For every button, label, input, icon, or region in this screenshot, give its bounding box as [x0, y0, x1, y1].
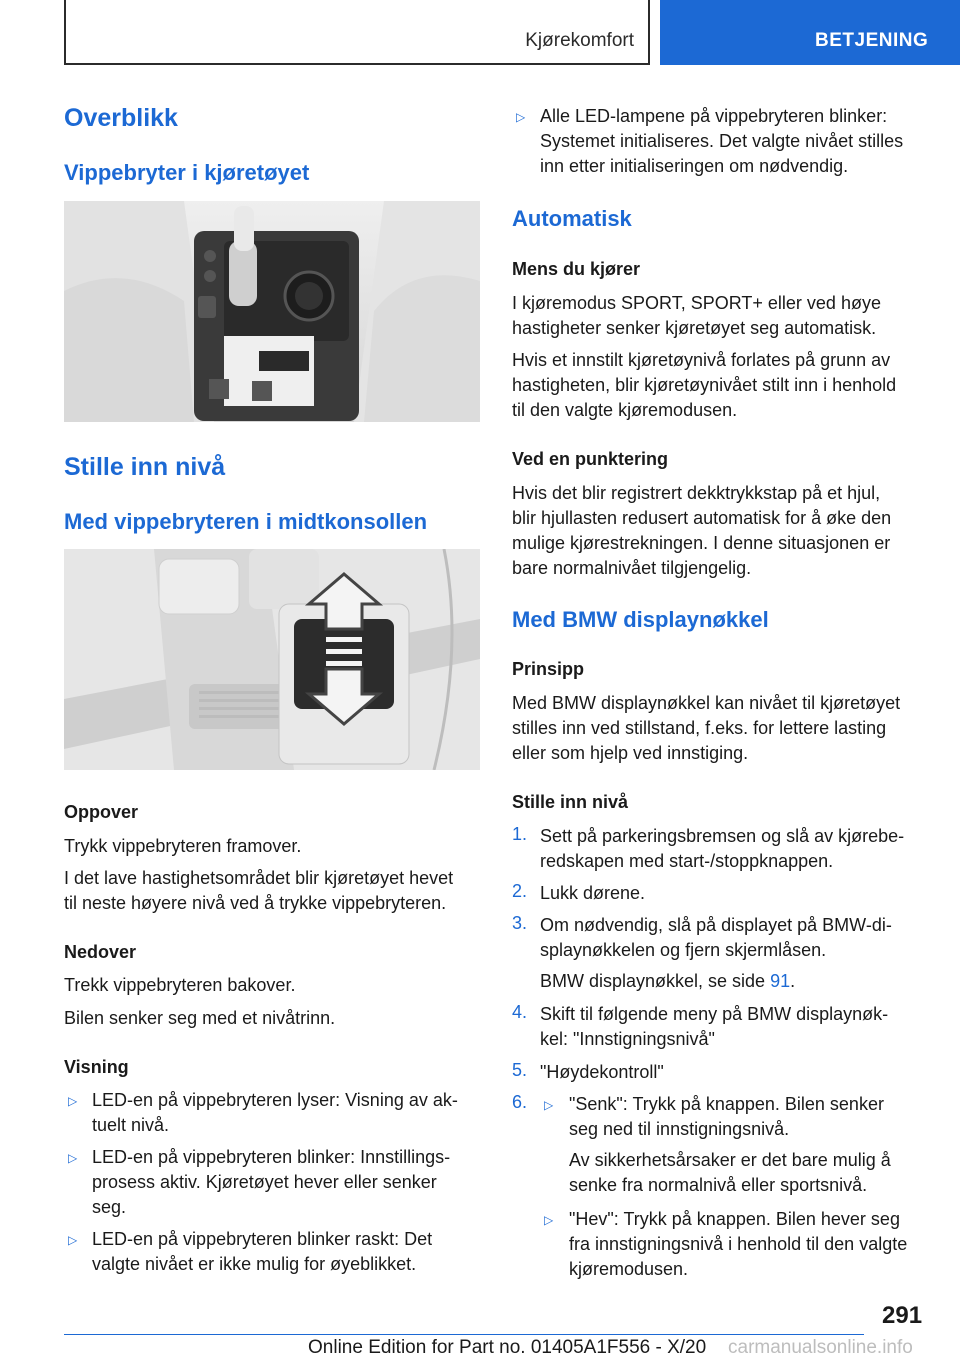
- heading-set-level-key: Stille inn nivå: [512, 792, 629, 812]
- step-3-reference: [540, 969, 795, 994]
- step-1-line-2: redskapen med start-/stoppknappen.: [540, 851, 834, 871]
- bullet-triangle-icon: ▷: [516, 110, 526, 124]
- bullet-triangle-icon: ▷: [68, 1233, 78, 1247]
- drive-line-1: I kjøremodus SPORT, SPORT+ eller ved høye: [512, 293, 881, 313]
- puncture-line-3: mulige kjørestrekningen. I denne situasjonen er: [512, 533, 891, 553]
- display-item-3-line-2: valgte nivået er ikke mulig for øyeblikket.: [92, 1254, 417, 1274]
- heading-overview: Overblikk: [64, 104, 178, 132]
- step-4-line-2: kel: "Innstigningsnivå": [540, 1029, 715, 1049]
- page-number: 291: [882, 1302, 923, 1329]
- puncture-line-1: Hvis det blir registrert dekktrykkstap på et hjul,: [512, 483, 881, 503]
- step-6-line-7: kjøremodusen.: [569, 1259, 689, 1279]
- heading-while-driving: Mens du kjører: [512, 259, 641, 279]
- top-item-line-3: inn etter initialiseringen om nødvendig.: [540, 156, 849, 176]
- step-number: 6.: [512, 1092, 528, 1112]
- puncture-line-4: bare normalnivået tilgjengelig.: [512, 558, 752, 578]
- step-number: 5.: [512, 1060, 528, 1080]
- heading-up: Oppover: [64, 802, 139, 822]
- step-number: 4.: [512, 1002, 528, 1022]
- bullet-triangle-icon: ▷: [544, 1213, 554, 1227]
- up-line-1: Trykk vippebryteren framover.: [64, 836, 302, 856]
- reference-end: .: [790, 971, 796, 991]
- principle-line-1: Med BMW displaynøkkel kan nivået til kjøretøyet: [512, 693, 901, 713]
- footer-watermark: carmanualsonline.info: [728, 1337, 913, 1358]
- step-6-line-1: "Senk": Trykk på knappen. Bilen senker: [569, 1094, 884, 1114]
- drive-line-5: til den valgte kjøremodusen.: [512, 400, 738, 420]
- step-6-line-2: seg ned til innstigningsnivå.: [569, 1119, 790, 1139]
- heading-principle: Prinsipp: [512, 659, 585, 679]
- heading-set-level: Stille inn nivå: [64, 453, 226, 481]
- center-console-image: [64, 201, 480, 422]
- step-6-line-4: senke fra normalnivå eller sportsnivå.: [569, 1175, 868, 1195]
- down-line-2: Bilen senker seg med et nivåtrinn.: [64, 1008, 336, 1028]
- step-6-line-5: "Hev": Trykk på knappen. Bilen hever seg: [569, 1209, 900, 1229]
- bullet-triangle-icon: ▷: [544, 1098, 554, 1112]
- header-tab-label: BETJENING: [815, 30, 929, 51]
- display-item-1-line-2: tuelt nivå.: [92, 1115, 170, 1135]
- step-5-line-1: "Høydekontroll": [540, 1062, 664, 1082]
- step-6-line-6: fra innstigningsnivå i henhold til den valgte: [569, 1234, 908, 1254]
- principle-line-2: stilles inn ved stillstand, f.eks. for lettere lasting: [512, 718, 887, 738]
- header-box: [64, 0, 650, 65]
- down-line-1: Trekk vippebryteren bakover.: [64, 975, 296, 995]
- step-number: 2.: [512, 881, 528, 901]
- heading-down: Nedover: [64, 942, 137, 962]
- drive-line-4: hastigheten, blir kjøretøynivået stilt inn i henhold: [512, 375, 897, 395]
- step-3-line-2: splaynøkkelen og fjern skjermlåsen.: [540, 940, 827, 960]
- drive-line-3: Hvis et innstilt kjøretøynivå forlates på grunn av: [512, 350, 891, 370]
- step-number: 3.: [512, 913, 528, 933]
- step-4-line-1: Skift til følgende meny på BMW displaynøk-: [540, 1004, 889, 1024]
- step-1-line-1: Sett på parkeringsbremsen og slå av kjørebe-: [540, 826, 905, 846]
- top-item-line-2: Systemet initialiseres. Det valgte nivået stilles: [540, 131, 904, 151]
- display-item-3-line-1: LED-en på vippebryteren blinker raskt: Det: [92, 1229, 433, 1249]
- step-2-line-1: Lukk dørene.: [540, 883, 646, 903]
- bullet-triangle-icon: ▷: [68, 1094, 78, 1108]
- heading-display: Visning: [64, 1057, 129, 1077]
- heading-display-key: Med BMW displaynøkkel: [512, 607, 769, 632]
- display-item-2-line-3: seg.: [92, 1197, 127, 1217]
- principle-line-3: eller som hjelp ved innstiging.: [512, 743, 749, 763]
- top-item-line-1: Alle LED-lampene på vippebryteren blinker:: [540, 106, 888, 126]
- heading-puncture: Ved en punktering: [512, 449, 669, 469]
- page-link-91[interactable]: 91: [770, 971, 791, 991]
- up-line-2: I det lave hastighetsområdet blir kjøretøyet hevet: [64, 868, 454, 888]
- header-tab: [660, 0, 960, 65]
- up-line-3: til neste høyere nivå ved å trykke vippebryteren.: [64, 893, 447, 913]
- header-section: Kjørekomfort: [525, 30, 634, 51]
- puncture-line-2: blir hjullasten redusert automatisk for å øke den: [512, 508, 892, 528]
- display-item-2-line-1: LED-en på vippebryteren blinker: Innstillings-: [92, 1147, 451, 1167]
- bullet-triangle-icon: ▷: [68, 1151, 78, 1165]
- rocker-switch-image: [64, 549, 480, 770]
- heading-switch: Vippebryter i kjøretøyet: [64, 160, 310, 185]
- step-6-line-3: Av sikkerhetsårsaker er det bare mulig å: [569, 1150, 891, 1170]
- heading-automatic: Automatisk: [512, 206, 632, 231]
- footer-rule: [64, 1334, 864, 1335]
- reference-text: BMW displaynøkkel, se side: [540, 971, 771, 991]
- step-3-line-1: Om nødvendig, slå på displayet på BMW-di-: [540, 915, 892, 935]
- footer-edition: Online Edition for Part no. 01405A1F556 - X/20: [308, 1337, 707, 1358]
- heading-center-console: Med vippebryteren i midtkonsollen: [64, 509, 428, 534]
- display-item-1-line-1: LED-en på vippebryteren lyser: Visning av ak-: [92, 1090, 458, 1110]
- display-item-2-line-2: prosess aktiv. Kjøretøyet hever eller senker: [92, 1172, 437, 1192]
- drive-line-2: hastigheter senker kjøretøyet seg automatisk.: [512, 318, 877, 338]
- step-number: 1.: [512, 824, 528, 844]
